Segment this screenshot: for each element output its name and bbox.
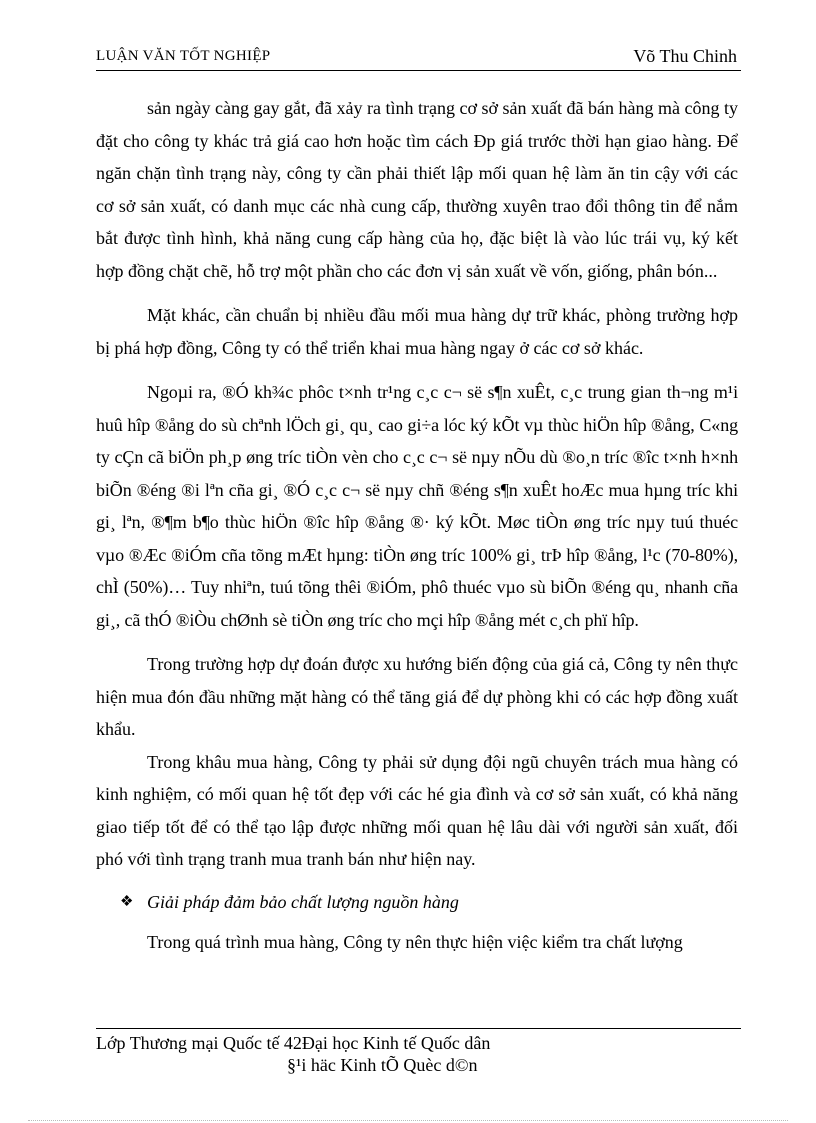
paragraph-6: Trong quá trình mua hàng, Công ty nên thực hiện việc kiểm tra chất lượng	[147, 932, 683, 952]
author-name: Võ Thu Chinh	[633, 46, 737, 66]
thesis-title: LUẬN VĂN TỐT NGHIỆP	[96, 48, 271, 64]
footer-class-line: Lớp Thương mại Quốc tế 42Đại học Kinh tế Quốc dân	[96, 1033, 491, 1053]
section-heading-text: Giải pháp đảm bảo chất lượng nguồn hàng	[147, 891, 459, 912]
paragraph-5: Trong khâu mua hàng, Công ty phải sử dụng đội ngũ chuyên trách mua hàng có kinh nghiệm, có mối quan hệ tốt đẹp với các hé gia đình và cơ sở sản xuất, có khả năng giao tiếp tốt để có thể tạo lập được những mối quan hệ lâu dài với người sản xuất, đối phó với tình trạng tranh mua tranh bán như hiện nay.	[96, 751, 738, 869]
footer-divider	[96, 1028, 741, 1029]
paragraph-3: Ngoµi ra, ®Ó kh¾c phôc t×nh tr¹ng c¸c c¬ së s¶n xuÊt, c¸c trung gian th¬ng m¹i huû hîp ®ång do sù chªnh lÖch gi¸ qu¸ cao gi÷a lóc ký kÕt vµ thùc hiÖn hîp ®ång, C«ng ty cÇn cã biÖn ph¸p øng tríc tiÒn vèn cho c¸c c¬ së nµy nÕu dù ®o¸n tríc ®îc t×nh h×nh biÕn ®éng ®i lªn cña gi¸ ®Ó c¸c c¬ së nµy chñ ®éng s¶n xuÊt hoÆc mua hµng tríc khi gi¸ lªn, ®¶m b¶o thùc hiÖn ®îc hîp ®ång ®· ký kÕt. Møc tiÒn øng tríc nµy tuú thuéc vµo ®Æc ®iÓm cña tõng mÆt hµng: tiÒn øng tríc 100% gi¸ trÞ hîp ®ång, l¹c (70-80%), chÌ (50%)… Tuy nhiªn, tuú tõng thêi ®iÓm, phô thuéc vµo sù biÕn ®éng qu¸ nhanh cña gi¸, cã thÓ ®iÒu chØnh sè tiÒn øng tríc cho mçi hîp ®ång mét c¸ch phï hîp.	[96, 382, 738, 630]
section-heading	[96, 886, 738, 919]
paragraph-2: Mặt khác, cần chuẩn bị nhiều đầu mối mua hàng dự trữ khác, phòng trường hợp bị phá hợp đồng, Công ty có thể triển khai mua hàng ngay ở các cơ sở khác.	[96, 305, 738, 358]
diamond-bullet-icon: ❖	[120, 893, 134, 910]
page-header	[96, 48, 741, 71]
footer-university-line: §¹i häc Kinh tÕ Quèc d©n	[287, 1055, 478, 1075]
body-text	[96, 92, 738, 959]
paragraph-1: sản ngày càng gay gắt, đã xảy ra tình trạng cơ sở sản xuất đã bán hàng mà công ty đặt cho công ty khác trả giá cao hơn hoặc tìm cách Ðp giá trước thời hạn giao hàng. Để ngăn chặn tình trạng này, công ty cần phải thiết lập mối quan hệ làm ăn tin cậy với các cơ sở sản xuất, có danh mục các nhà cung cấp, thường xuyên trao đổi thông tin để nắm bắt được tình hình, khả năng cung cấp hàng của họ, đặc biệt là vào lúc trái vụ, ký kết hợp đồng chặt chẽ, hỗ trợ một phần cho các đơn vị sản xuất về vốn, giống, phân bón...	[96, 98, 738, 281]
page-edge-divider	[28, 1120, 788, 1121]
paragraph-4: Trong trường hợp dự đoán được xu hướng biến động của giá cả, Công ty nên thực hiện mua đón đầu những mặt hàng có thể tăng giá để dự phòng khi có các hợp đồng xuất khẩu.	[96, 654, 738, 739]
